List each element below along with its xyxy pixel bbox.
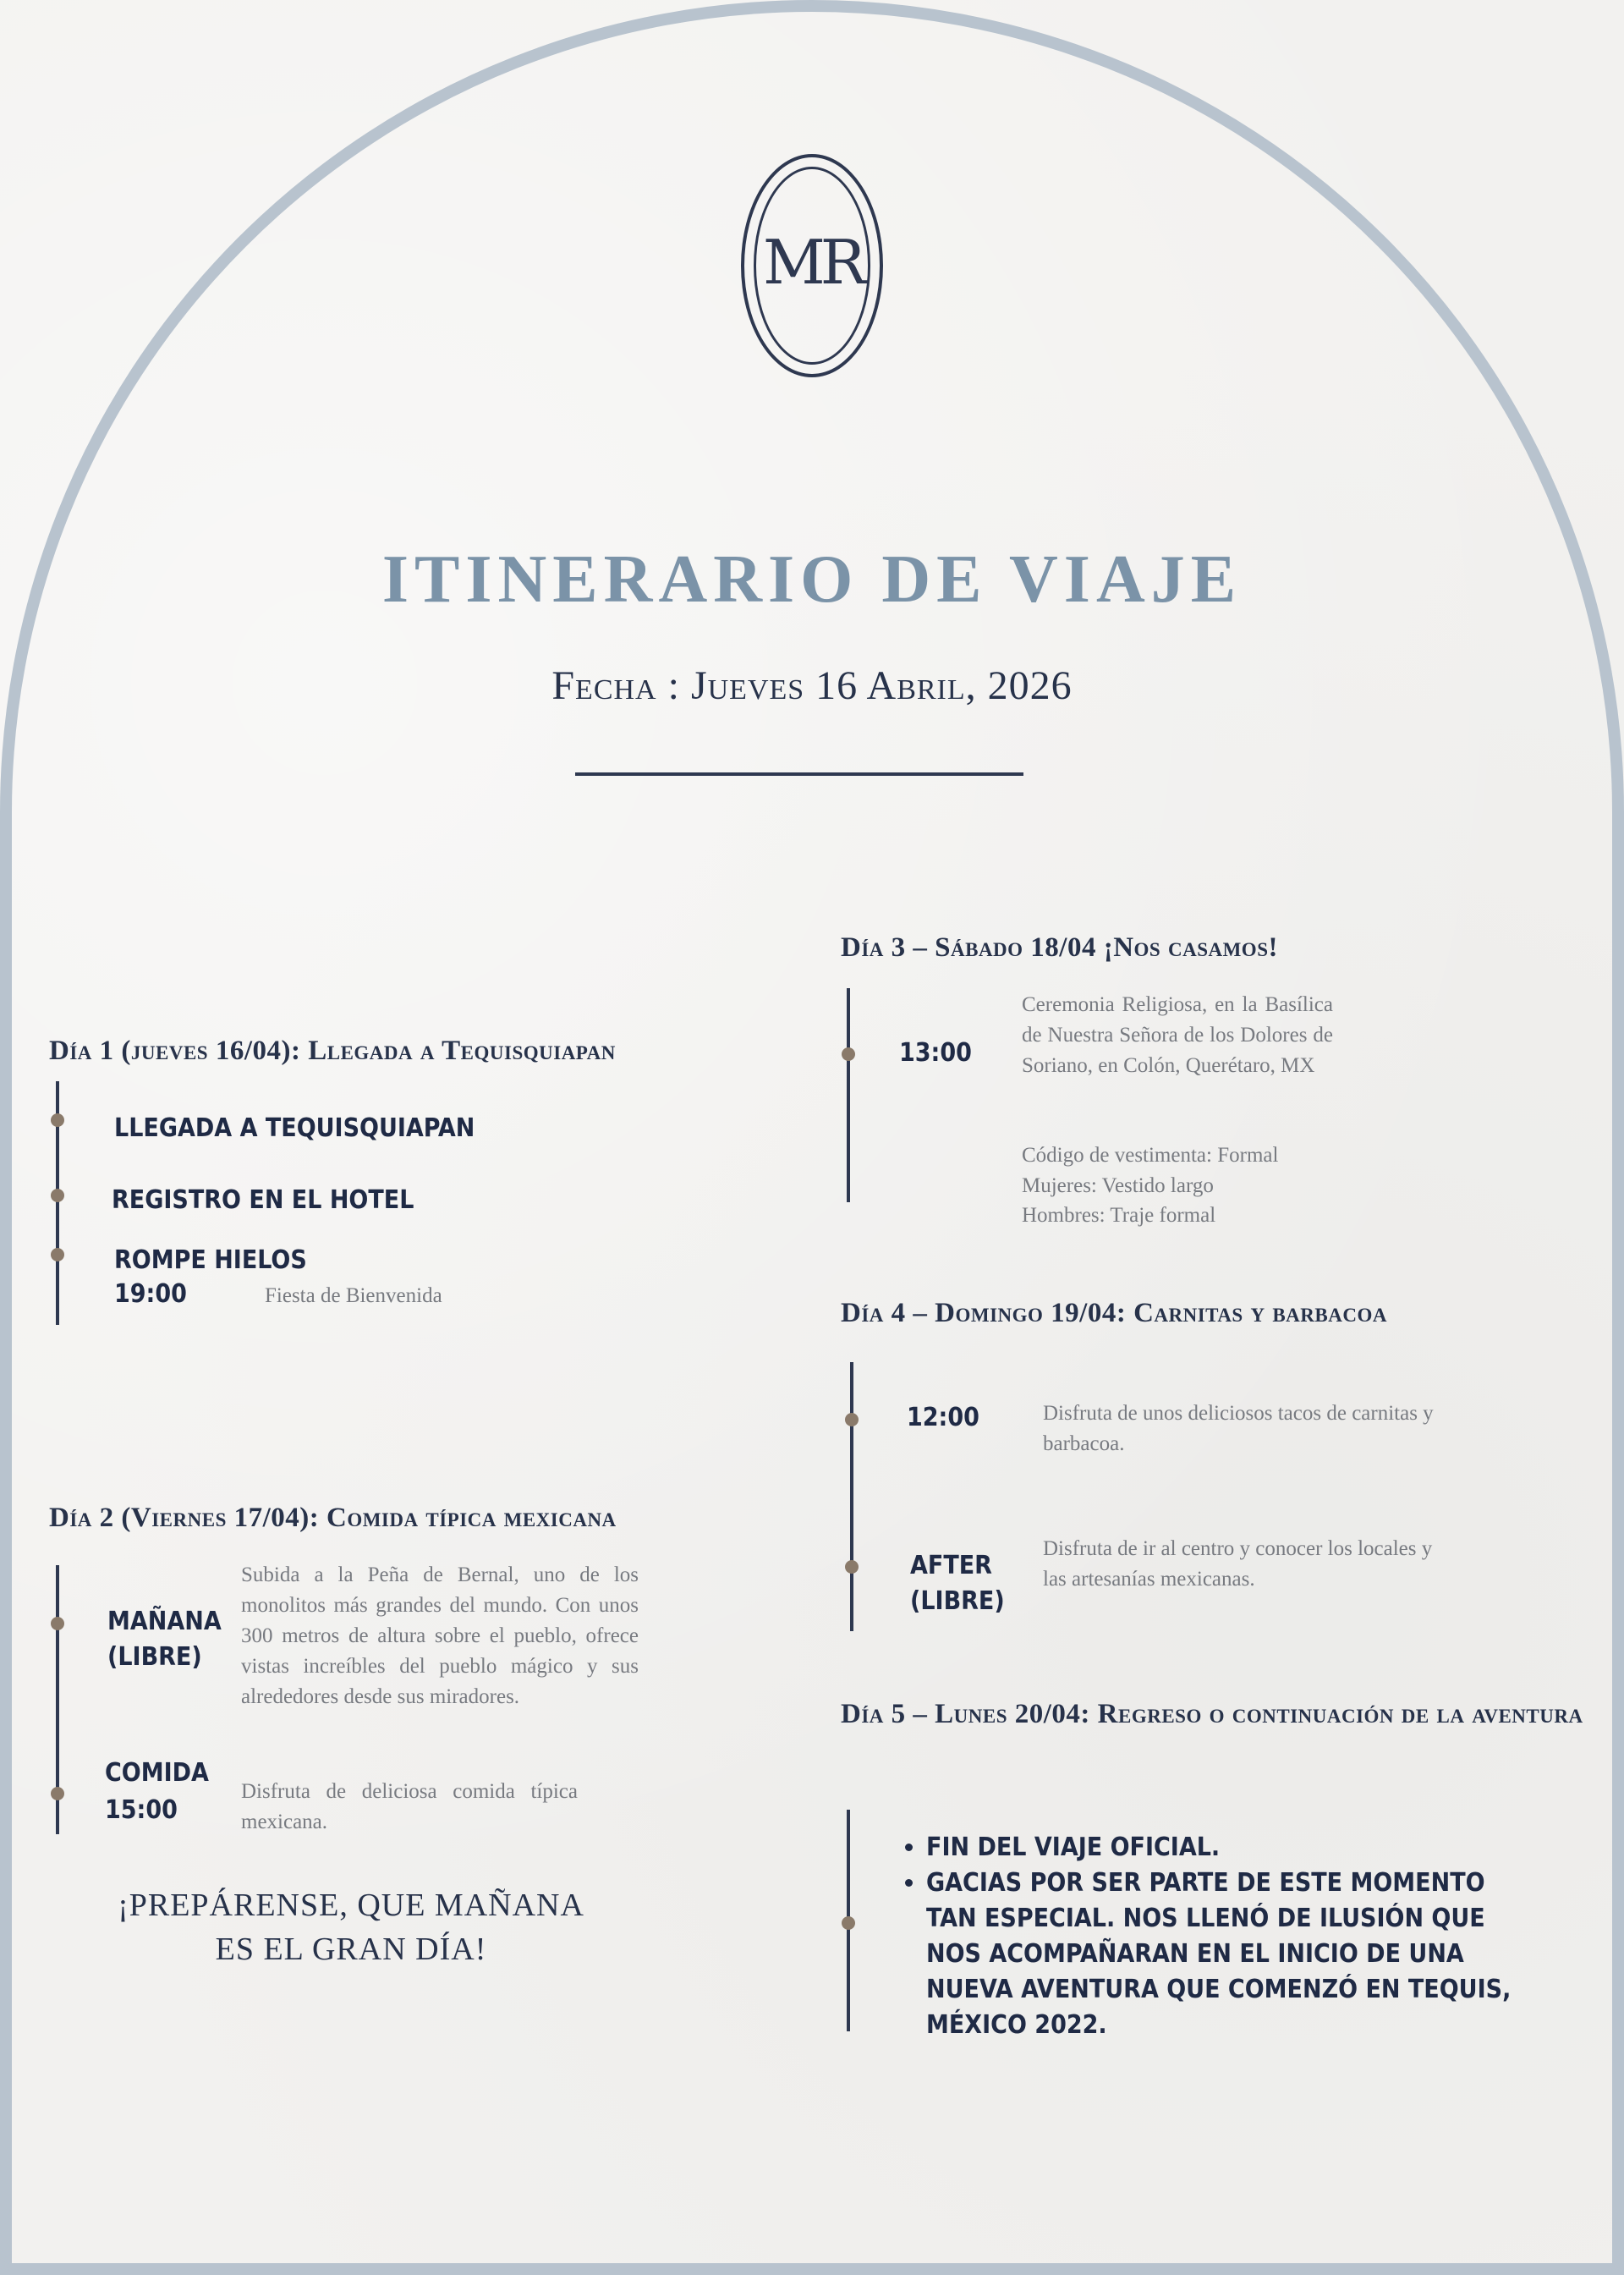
day2-morning-label: MAÑANA (LIBRE) bbox=[107, 1607, 222, 1672]
day3-time: 13:00 bbox=[899, 1038, 972, 1068]
timeline-dot bbox=[51, 1113, 64, 1127]
day3-women-dress: Mujeres: Vestido largo bbox=[1022, 1174, 1214, 1197]
day4-timeline-line bbox=[850, 1362, 853, 1631]
day4-after-label: AFTER (LIBRE) bbox=[910, 1551, 1005, 1616]
day2-lunch-time: 15:00 bbox=[105, 1795, 178, 1825]
day1-icebreaker-time: 19:00 bbox=[114, 1279, 187, 1309]
timeline-dot bbox=[845, 1560, 859, 1574]
timeline-dot bbox=[51, 1617, 64, 1630]
timeline-dot bbox=[845, 1413, 859, 1426]
day4-food-desc: Disfruta de unos deliciosos tacos de carnitas y barbacoa. bbox=[1043, 1402, 1434, 1455]
day5-heading: Día 5 – Lunes 20/04: Regreso o continuación de la aventura bbox=[841, 1699, 1583, 1729]
day3-ceremony: Ceremonia Religiosa, en la Basílica de Nuestra Señora de los Dolores de Soriano, en Colón, Querétaro, MX bbox=[1022, 993, 1333, 1077]
day1-heading: Día 1 (jueves 16/04): Llegada a Tequisquiapan bbox=[49, 1036, 616, 1066]
day4-heading: Día 4 – Domingo 19/04: Carnitas y barbacoa bbox=[841, 1298, 1387, 1328]
closing-message: ¡PREPÁRENSE, QUE MAÑANA ES EL GRAN DÍA! bbox=[118, 1888, 584, 1967]
trip-date: Fecha : Jueves 16 Abril, 2026 bbox=[551, 663, 1073, 708]
day3-timeline-line bbox=[847, 988, 850, 1202]
timeline-dot bbox=[51, 1248, 64, 1261]
day1-hotel-checkin: REGISTRO EN EL HOTEL bbox=[112, 1185, 414, 1215]
day2-heading: Día 2 (Viernes 17/04): Comida típica mexicana bbox=[49, 1503, 617, 1533]
day4-time: 12:00 bbox=[907, 1403, 979, 1432]
day5-bullet-thanks: • GACIAS POR SER PARTE DE ESTE MOMENTO TAN ESPECIAL. NOS LLENÓ DE ILUSIÓN QUE NOS ACOMPAÑARAN EN EL INICIO DE UNA NUEVA AVENTURA QUE COMENZÓ EN TEQUIS, MÉXICO 2022. bbox=[926, 1866, 1535, 2043]
timeline-dot bbox=[51, 1787, 64, 1800]
day1-icebreaker-label: ROMPE HIELOS bbox=[114, 1245, 307, 1275]
timeline-dot bbox=[51, 1189, 64, 1202]
day3-dress-code: Código de vestimenta: Formal bbox=[1022, 1144, 1279, 1167]
day2-lunch-desc: Disfruta de deliciosa comida típica mexicana. bbox=[241, 1780, 578, 1833]
title-divider bbox=[575, 772, 1023, 776]
day5-bullet-list bbox=[892, 1830, 1535, 2043]
day5-bullet-end: • FIN DEL VIAJE OFICIAL. bbox=[926, 1830, 1535, 1866]
page-title: ITINERARIO DE VIAJE bbox=[381, 542, 1243, 617]
timeline-dot bbox=[842, 1916, 855, 1930]
day1-icebreaker-desc: Fiesta de Bienvenida bbox=[265, 1284, 442, 1307]
day2-morning-desc: Subida a la Peña de Bernal, uno de los monolitos más grandes del mundo. Con unos 300 metros de altura sobre el pueblo, ofrece vistas increíbles del pueblo mágico y sus alrededores desde sus miradores. bbox=[241, 1563, 639, 1708]
monogram-logo bbox=[741, 154, 883, 377]
timeline-dot bbox=[842, 1047, 855, 1061]
day4-after-desc: Disfruta de ir al centro y conocer los locales y las artesanías mexicanas. bbox=[1043, 1537, 1433, 1591]
monogram-letters: MR bbox=[763, 227, 861, 298]
day3-men-dress: Hombres: Traje formal bbox=[1022, 1204, 1216, 1227]
day1-arrival: LLEGADA A TEQUISQUIAPAN bbox=[114, 1113, 475, 1143]
day3-heading: Día 3 – Sábado 18/04 ¡Nos casamos! bbox=[841, 932, 1278, 963]
day2-lunch-label: COMIDA bbox=[105, 1758, 209, 1788]
